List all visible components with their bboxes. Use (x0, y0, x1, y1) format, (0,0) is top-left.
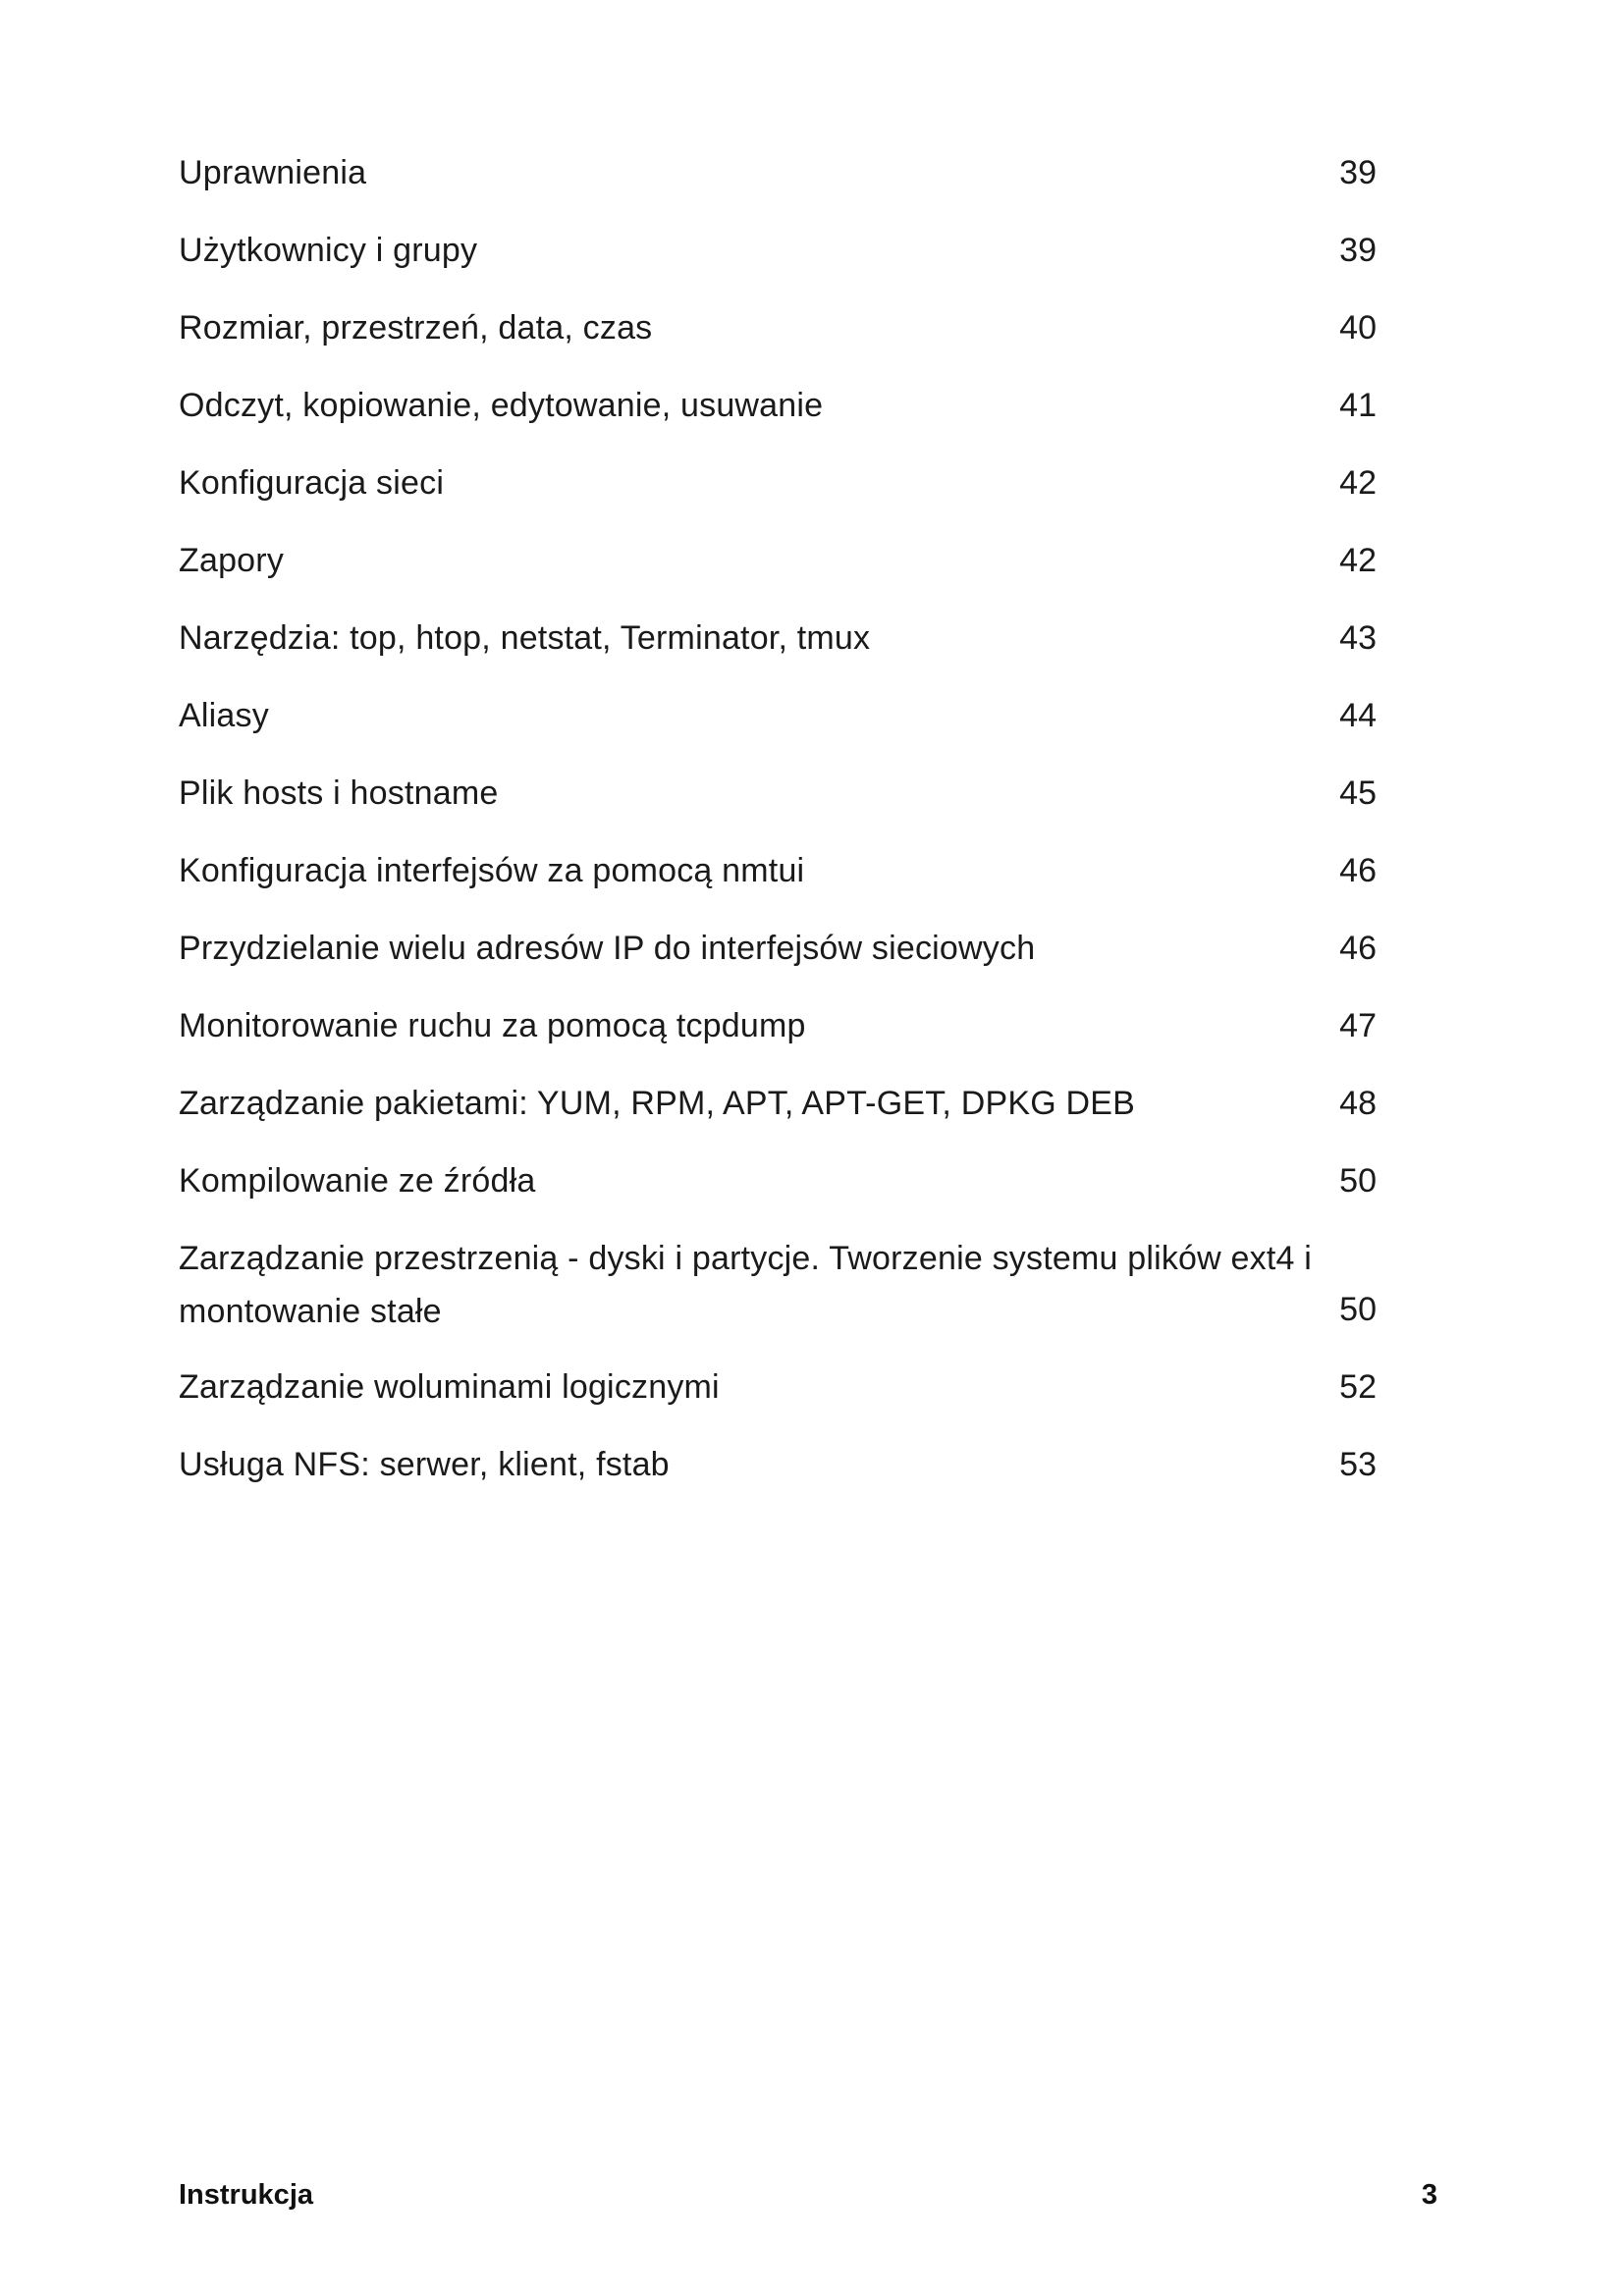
toc-entry[interactable] (179, 921, 1386, 998)
toc-entry[interactable] (179, 1231, 1386, 1360)
toc-entry-title: Zapory (179, 542, 285, 579)
toc-entry-title: Plik hosts i hostname (179, 774, 499, 812)
toc-entry-page: 48 (1339, 1085, 1377, 1122)
toc-entry-page: 39 (1339, 154, 1377, 191)
toc-entry-title: Rozmiar, przestrzeń, data, czas (179, 309, 653, 347)
toc-entry[interactable] (179, 145, 1386, 223)
toc-entry[interactable] (179, 1076, 1386, 1153)
toc-entry-page: 40 (1339, 309, 1377, 347)
toc-entry-page: 50 (1339, 1162, 1377, 1200)
toc-entry[interactable] (179, 611, 1386, 688)
footer-title: Instrukcja (179, 2179, 313, 2211)
toc-entry[interactable] (179, 688, 1386, 766)
toc-entry[interactable] (179, 1360, 1386, 1437)
toc-entry-page: 52 (1339, 1368, 1377, 1406)
toc-entry-page: 42 (1339, 464, 1377, 502)
toc-entry-page: 42 (1339, 542, 1377, 579)
toc-entry-title: Odczyt, kopiowanie, edytowanie, usuwanie (179, 387, 824, 424)
table-of-contents (179, 145, 1386, 1515)
page-number: 3 (1421, 2179, 1437, 2211)
toc-entry-title: Zarządzanie pakietami: YUM, RPM, APT, APT-GET, DPKG DEB (179, 1085, 1136, 1122)
toc-entry-page: 41 (1339, 387, 1377, 424)
toc-entry-title: Aliasy (179, 697, 269, 734)
toc-entry-page: 46 (1339, 852, 1377, 889)
toc-entry-title: Monitorowanie ruchu za pomocą tcpdump (179, 1007, 806, 1044)
toc-entry[interactable] (179, 533, 1386, 611)
toc-entry-page: 53 (1339, 1446, 1377, 1483)
toc-entry[interactable] (179, 1437, 1386, 1515)
toc-entry-title: Usługa NFS: serwer, klient, fstab (179, 1446, 670, 1483)
toc-entry-page: 45 (1339, 774, 1377, 812)
toc-entry-page: 46 (1339, 930, 1377, 967)
toc-entry-title: Zarządzanie przestrzenią - dyski i partycje. Tworzenie systemu plików ext4 i montowanie stałe (179, 1240, 1313, 1330)
toc-entry[interactable] (179, 378, 1386, 455)
toc-entry-page: 43 (1339, 619, 1377, 657)
toc-entry-title: Konfiguracja interfejsów za pomocą nmtui (179, 852, 805, 889)
toc-entry-title: Narzędzia: top, htop, netstat, Terminator, tmux (179, 619, 871, 657)
toc-entry-title: Konfiguracja sieci (179, 464, 445, 502)
toc-entry-title: Uprawnienia (179, 154, 367, 191)
toc-entry-title: Zarządzanie woluminami logicznymi (179, 1368, 720, 1406)
toc-entry[interactable] (179, 300, 1386, 378)
toc-entry[interactable] (179, 843, 1386, 921)
toc-entry-page: 47 (1339, 1007, 1377, 1044)
toc-entry-title: Kompilowanie ze źródła (179, 1162, 536, 1200)
toc-entry[interactable] (179, 455, 1386, 533)
toc-entry[interactable] (179, 766, 1386, 843)
toc-entry[interactable] (179, 998, 1386, 1076)
toc-entry-title: Użytkownicy i grupy (179, 232, 478, 269)
toc-entry-page: 50 (1339, 1291, 1377, 1328)
toc-entry[interactable] (179, 1153, 1386, 1231)
toc-entry-page: 39 (1339, 232, 1377, 269)
toc-entry-title: Przydzielanie wielu adresów IP do interfejsów sieciowych (179, 930, 1036, 967)
toc-entry[interactable] (179, 223, 1386, 300)
toc-entry-page: 44 (1339, 697, 1377, 734)
